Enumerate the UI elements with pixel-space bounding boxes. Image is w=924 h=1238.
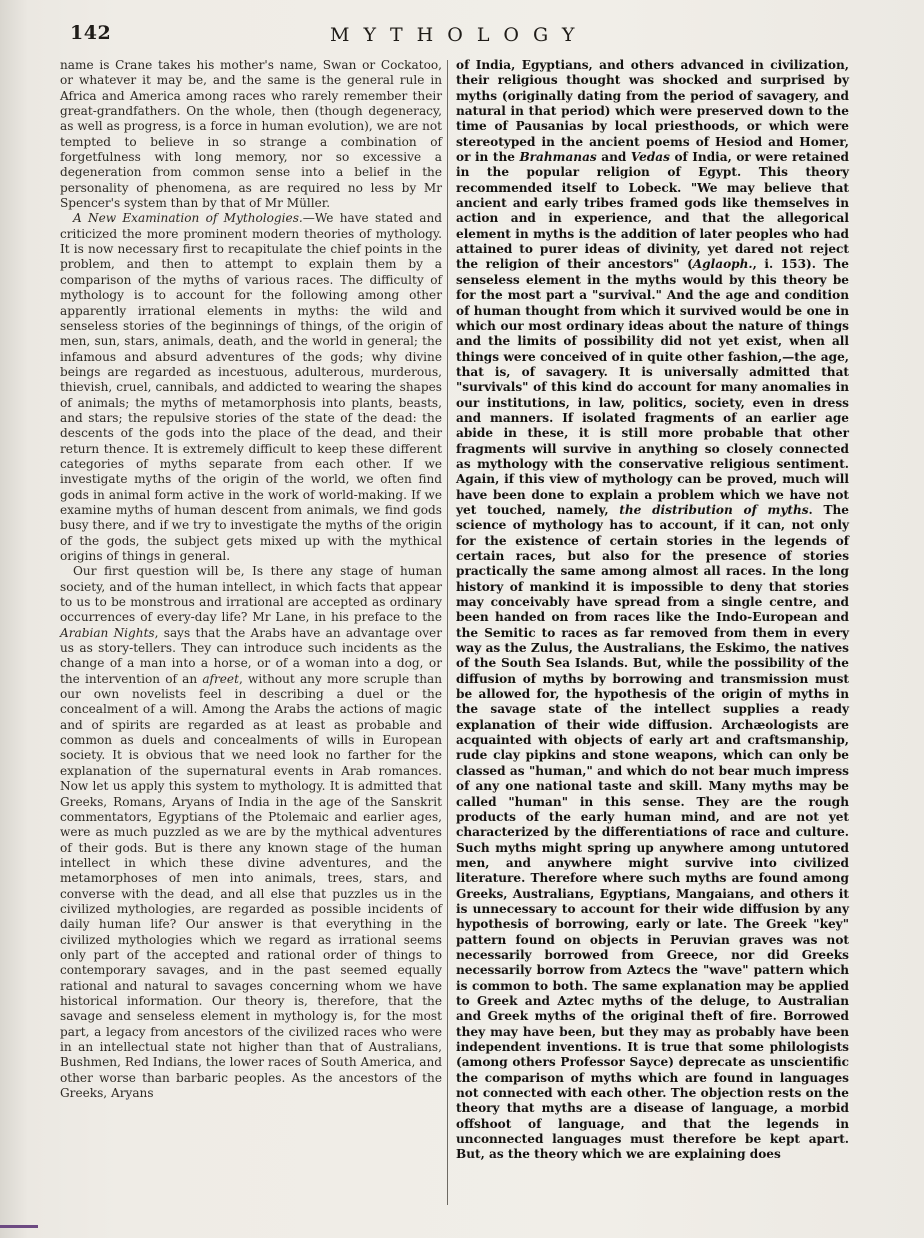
italic-term: Vedas bbox=[630, 150, 670, 165]
paragraph-text: , without any more scruple than our own novelists feel in describing a duel or the concealment of a will. Among the Arabs the actions of magic and of spirits are regarded as at least as probable and common as duels and concealments of wills in European society. It is obvious that we need look no farther for the explanation of the supernatural events in Arab romances. Now let us apply this system to mythology. It is admitted that Greeks, Romans, Aryans of India in the age of the Sanskrit commentators, Egyptians of the Ptolemaic and earlier ages, were as much puzzled as we are by the mythical adventures of their gods. But is there any known stage of the human intellect in which these divine adventures, and the metamorphoses of men into animals, trees, stars, and converse with the dead, and all else that puzzles us in the civilized mythologies, are regarded as possible incidents of daily human life? Our answer is that everything in the civilized mythologies which we regard as irrational seems only part of the accepted and rational order of things to contemporary savages, and in the past seemed equally rational and natural to savages concerning whom we have historical information. Our theory is, therefore, that the savage and senseless element in mythology is, for the most part, a legacy from ancestors of the civilized races who were in an intellectual state not higher than that of Australians, Bushmen, Red Indians, the lower races of South America, and other worse than barbaric peoples. As the ancestors of the Greeks, Aryans bbox=[60, 671, 442, 1101]
right-column bbox=[456, 58, 849, 1163]
paragraph-text: —We have stated and criticized the more prominent modern theories of mythology. It is now necessary first to recapitulate the chief points in the problem, and then to attempt to explain them by a comparison of the myths of various races. The difficulty of mythology is to account for the following among other apparently irrational elements in myths: the wild and senseless stories of the beginnings of things, of the origin of men, sun, stars, animals, death, and the world in general; the infamous and absurd adventures of the gods; why divine beings are regarded as incestuous, adulterous, murderous, thievish, cruel, cannibals, and addicted to wearing the shapes of animals; the myths of metamorphosis into plants, beasts, and stars; the repulsive stories of the state of the dead: the descents of the gods into the place of the dead, and their return thence. It is extremely difficult to keep these different categories of myths separate from each other. If we investigate myths of the origin of the world, we often find gods in animal form active in the work of world-making. If we examine myths of human descent from animals, we find gods busy there, and if we try to investigate the myths of the origin of the gods, the subject gets mixed up with the mythical origins of things in general. bbox=[60, 211, 443, 563]
italic-term: afreet bbox=[202, 671, 239, 686]
paragraph bbox=[60, 58, 442, 211]
paragraph-text: of India, or were retained in the popular religion of Egypt. This theory recommended itself to Lobeck. "We may believe that ancient and early tribes framed gods like themselves in action and in experience, and that the allegorical element in myths is the addition of later peoples who had attained to purer ideas of divinity, yet dared not reject the religion of their ancestors" ( bbox=[456, 150, 849, 272]
left-column bbox=[60, 58, 442, 1101]
paragraph bbox=[60, 564, 442, 1101]
running-title: MYTHOLOGY bbox=[330, 24, 589, 46]
page-number: 142 bbox=[70, 22, 112, 44]
paragraph bbox=[60, 211, 442, 564]
scan-edge-mark bbox=[0, 1225, 38, 1228]
paragraph-text: . The science of mythology has to account, if it can, not only for the existence of certain stories in the legends of certain races, but also for the presence of stories practically the same among almost all races. In the long history of mankind it is impossible to deny that stories may conceivably have spread from a single centre, and been handed on from races like the Indo-European and the Semitic to races as far removed from them in every way as the Zulus, the Australians, the Eskimo, the natives of the South Sea Islands. But, while the possibility of the diffusion of myths by borrowing and transmission must be allowed for, the hypothesis of the origin of myths in the savage state of the intellect supplies a ready explanation of their wide diffusion. Archæologists are acquainted with objects of early art and craftsmanship, rude clay pipkins and stone weapons, which can only be classed as "human," and which do not bear much impress of any one national taste and skill. Many myths may be called "human" in this sense. They are the rough products of the early human mind, and are not yet characterized by the differentiations of race and culture. Such myths might spring up anywhere among untutored men, and anywhere might survive into civilized literature. Therefore where such myths are found among Greeks, Australians, Egyptians, Mangaians, and others it is unnecessary to account for their wide diffusion by any hypothesis of borrowing, early or late. The Greek "key" pattern found on objects in Peruvian graves was not necessarily borrowed from Greece, nor did Greeks necessarily borrow from Aztecs the "wave" pattern which is common to both. The same explanation may be applied to Greek and Aztec myths of the deluge, to Australian and Greek myths of the original theft of fire. Borrowed they may have been, but they may as probably have been independent inventions. It is true that some philologists (among others Professor Sayce) deprecate as unscientific the comparison of myths which are found in languages not connected with each other. The objection rests on the theory that myths are a disease of language, a morbid offshoot of language, and that the legends in unconnected languages must therefore be kept apart. But, as the theory which we are explaining does bbox=[456, 502, 849, 1162]
paragraph-text: , says that the Arabs have an advantage over us as story-tellers. They can introduce such incidents as the change of a man into a horse, or of a woman into a dog, or the intervention of an bbox=[60, 625, 442, 686]
book-title: Arabian Nights bbox=[60, 625, 155, 640]
paragraph-text: Our first question will be, Is there any stage of human society, and of the human intellect, in which facts that appear to us to be monstrous and irrational are accepted as ordinary occurrences of every-day life? Mr Lane, in his preface to the bbox=[60, 564, 442, 625]
paragraph-text: of India, Egyptians, and others advanced in civilization, their religious thought was shocked and surprised by myths (originally dating from the period of savagery, and natural in that period) which were preserved down to the time of Pausanias by local priesthoods, or which were stereotyped in the ancient poems of Hesiod and Homer, or in the bbox=[456, 58, 849, 165]
section-heading: A New Examination of Mythologies. bbox=[73, 211, 303, 226]
citation: Aglaoph. bbox=[692, 257, 753, 272]
italic-term: the distribution of myths bbox=[619, 502, 809, 517]
paragraph-text: name is Crane takes his mother's name, Swan or Cockatoo, or whatever it may be, and the same is the general rule in Africa and America among races who rarely remember their great-grandfathers. On the whole, then (though degeneracy, as well as progress, is a force in human evolution), we are not tempted to believe in so strange a combination of forgetfulness with long memory, nor so excessive a degeneration from common sense into a belief in the personality of phenomena, as are required no less by Mr Spencer's system than by that of Mr Müller. bbox=[60, 58, 442, 211]
paragraph bbox=[456, 58, 849, 1163]
page-header bbox=[0, 22, 924, 52]
paragraph-text: , i. 153). The senseless element in the myths would by this theory be for the most part a "survival." And the age and condition of human thought from which it survived would be one in which our most ordinary ideas about the nature of things and the limits of possibility did not yet exist, when all things were conceived of in quite other fashion,—the age, that is, of savagery. It is universally admitted that "survivals" of this kind do account for many anomalies in our institutions, in law, politics, society, even in dress and manners. If isolated fragments of an earlier age abide in these, it is still more probable that other fragments will survive in anything so closely connected as mythology with the conservative religious sentiment. Again, if this view of mythology can be proved, much will have been done to explain a problem which we have not yet touched, namely, bbox=[456, 257, 850, 517]
paragraph-text: and bbox=[596, 150, 631, 165]
italic-term: Brahmanas bbox=[519, 150, 597, 165]
column-divider bbox=[447, 60, 448, 1205]
